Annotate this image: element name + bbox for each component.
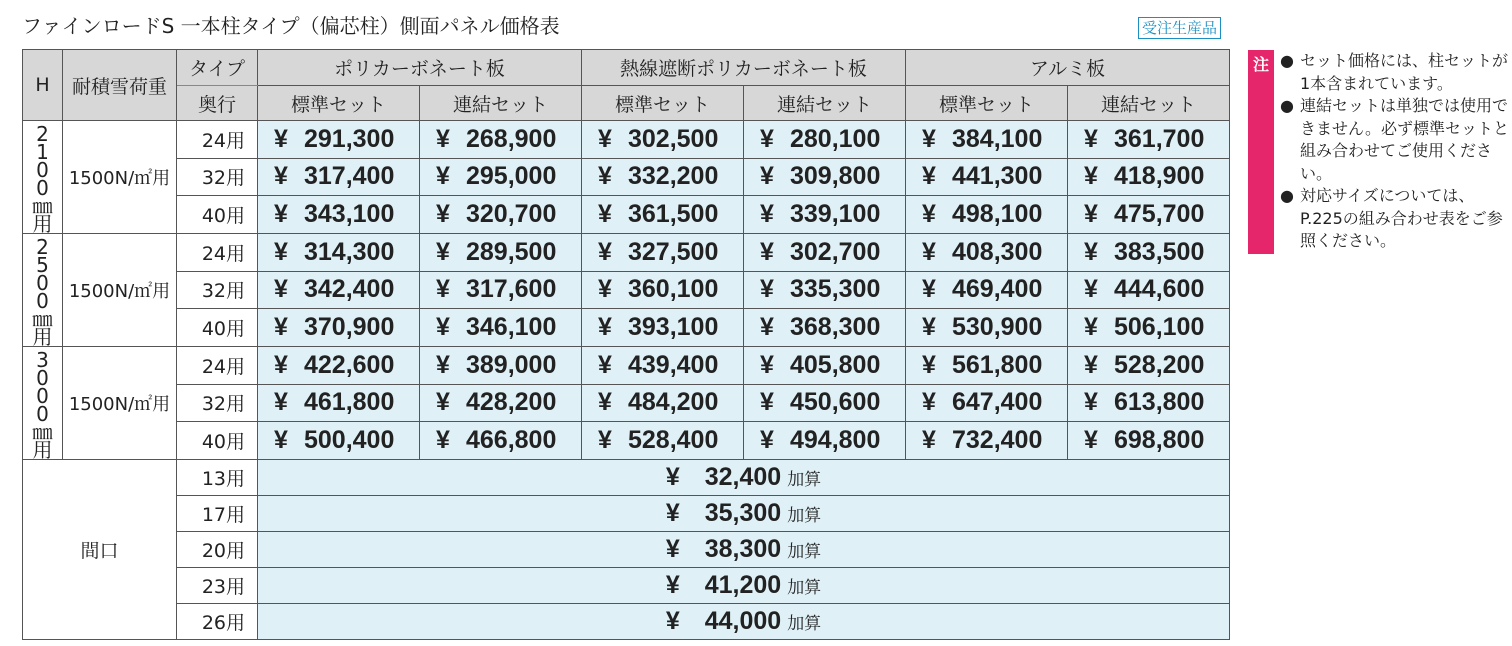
price-cell: [420, 384, 582, 422]
depth-cell: 24用: [177, 234, 258, 272]
header-sub-standard: 標準セット: [582, 86, 744, 121]
price-value: 384,100: [952, 124, 1043, 153]
yen-sign: ¥: [274, 426, 288, 455]
addition-value: 41,200: [704, 571, 782, 599]
price-value: 268,900: [466, 124, 557, 153]
price-value: 500,400: [304, 426, 395, 455]
table-row: [23, 158, 1230, 196]
price-value: 332,200: [628, 162, 719, 191]
price-cell: [906, 121, 1068, 159]
note-list: [1280, 50, 1510, 253]
header-sub-standard: 標準セット: [906, 86, 1068, 121]
addition-value: 44,000: [704, 607, 782, 635]
yen-sign: ¥: [598, 350, 612, 379]
header-sub-standard: 標準セット: [258, 86, 420, 121]
addition-unit: 加算: [787, 578, 822, 598]
price-value: 422,600: [304, 350, 395, 379]
price-value: 346,100: [466, 313, 557, 342]
price-cell: [906, 384, 1068, 422]
price-value: 393,100: [628, 313, 719, 342]
height-label: 2500㎜用: [32, 235, 53, 347]
price-value: 383,500: [1114, 237, 1205, 266]
price-cell: [420, 309, 582, 347]
price-value: 314,300: [304, 237, 395, 266]
addition-amount: [666, 499, 781, 527]
bullet-icon: ●: [1280, 96, 1294, 115]
price-value: 320,700: [466, 200, 557, 229]
price-cell: [744, 234, 906, 272]
yen-sign: ¥: [1084, 275, 1098, 304]
price-table-body: [23, 50, 1230, 640]
price-cell: [582, 158, 744, 196]
snow-load-cell: 1500N/㎡用: [63, 347, 177, 460]
price-value: 498,100: [952, 200, 1043, 229]
price-value: 530,900: [952, 313, 1043, 342]
price-cell: [1068, 309, 1230, 347]
frontage-size: 13用: [177, 460, 258, 496]
yen-sign: ¥: [922, 124, 936, 153]
price-value: 327,500: [628, 237, 719, 266]
price-cell: [582, 384, 744, 422]
price-cell: [420, 422, 582, 460]
price-value: 494,800: [790, 426, 881, 455]
price-value: 342,400: [304, 275, 395, 304]
frontage-addition: [258, 532, 1230, 568]
yen-sign: ¥: [274, 124, 288, 153]
price-value: 309,800: [790, 162, 881, 191]
price-value: 280,100: [790, 124, 881, 153]
addition-value: 38,300: [704, 535, 782, 563]
price-cell: [420, 121, 582, 159]
price-value: 405,800: [790, 350, 881, 379]
price-cell: [258, 422, 420, 460]
height-label: 2100㎜用: [32, 122, 53, 234]
frontage-size: 26用: [177, 604, 258, 640]
price-cell: [906, 309, 1068, 347]
price-value: 528,400: [628, 426, 719, 455]
addition-value: 32,400: [704, 463, 782, 491]
yen-sign: ¥: [1084, 313, 1098, 342]
price-value: 418,900: [1114, 162, 1205, 191]
header-sub-linked: 連結セット: [744, 86, 906, 121]
header-sub-linked: 連結セット: [1068, 86, 1230, 121]
price-cell: [258, 271, 420, 309]
yen-sign: ¥: [922, 275, 936, 304]
price-value: 370,900: [304, 313, 395, 342]
price-value: 361,700: [1114, 124, 1205, 153]
yen-sign: ¥: [598, 162, 612, 191]
price-value: 450,600: [790, 388, 881, 417]
price-value: 361,500: [628, 200, 719, 229]
price-value: 469,400: [952, 275, 1043, 304]
price-cell: [744, 422, 906, 460]
price-cell: [420, 196, 582, 234]
yen-sign: ¥: [274, 237, 288, 266]
yen-sign: ¥: [598, 237, 612, 266]
yen-sign: ¥: [760, 124, 774, 153]
yen-sign: ¥: [274, 313, 288, 342]
price-cell: [744, 347, 906, 385]
price-cell: [258, 121, 420, 159]
price-cell: [582, 196, 744, 234]
depth-cell: 32用: [177, 271, 258, 309]
price-value: 335,300: [790, 275, 881, 304]
addition-amount: [666, 571, 781, 599]
yen-sign: ¥: [922, 313, 936, 342]
frontage-addition: [258, 568, 1230, 604]
price-cell: [744, 309, 906, 347]
addition-amount: [666, 463, 781, 491]
yen-sign: ¥: [598, 426, 612, 455]
yen-sign: ¥: [922, 426, 936, 455]
price-cell: [420, 347, 582, 385]
frontage-row: [23, 496, 1230, 532]
price-cell: [258, 158, 420, 196]
price-cell: [906, 158, 1068, 196]
yen-sign: ¥: [274, 388, 288, 417]
note-text: セット価格には、柱セットが1本含まれています。: [1300, 51, 1509, 93]
table-row: [23, 271, 1230, 309]
price-cell: [1068, 234, 1230, 272]
yen-sign: ¥: [1084, 237, 1098, 266]
addition-unit: 加算: [787, 614, 822, 634]
yen-sign: ¥: [922, 388, 936, 417]
frontage-size: 20用: [177, 532, 258, 568]
price-cell: [1068, 422, 1230, 460]
price-value: 484,200: [628, 388, 719, 417]
yen-sign: ¥: [665, 463, 680, 491]
addition-amount: [666, 535, 781, 563]
yen-sign: ¥: [436, 350, 450, 379]
frontage-addition: [258, 496, 1230, 532]
yen-sign: ¥: [665, 535, 680, 563]
yen-sign: ¥: [1084, 426, 1098, 455]
price-value: 368,300: [790, 313, 881, 342]
price-value: 444,600: [1114, 275, 1205, 304]
frontage-addition: [258, 604, 1230, 640]
price-value: 647,400: [952, 388, 1043, 417]
yen-sign: ¥: [760, 426, 774, 455]
yen-sign: ¥: [665, 571, 680, 599]
header-depth: 奥行: [177, 86, 258, 121]
height-cell: [23, 121, 63, 234]
price-cell: [420, 271, 582, 309]
depth-cell: 40用: [177, 196, 258, 234]
yen-sign: ¥: [274, 275, 288, 304]
yen-sign: ¥: [760, 350, 774, 379]
price-cell: [582, 271, 744, 309]
yen-sign: ¥: [665, 607, 680, 635]
price-cell: [258, 309, 420, 347]
yen-sign: ¥: [1084, 200, 1098, 229]
price-value: 528,200: [1114, 350, 1205, 379]
made-to-order-badge: 受注生産品: [1138, 17, 1221, 39]
snow-load-cell: 1500N/㎡用: [63, 121, 177, 234]
price-cell: [582, 422, 744, 460]
price-cell: [582, 309, 744, 347]
price-value: 441,300: [952, 162, 1043, 191]
table-row: [23, 234, 1230, 272]
price-cell: [744, 384, 906, 422]
table-row: [23, 309, 1230, 347]
price-cell: [744, 271, 906, 309]
yen-sign: ¥: [922, 162, 936, 191]
yen-sign: ¥: [436, 426, 450, 455]
price-cell: [258, 384, 420, 422]
frontage-label: 間口: [23, 460, 177, 640]
price-value: 408,300: [952, 237, 1043, 266]
yen-sign: ¥: [436, 124, 450, 153]
table-row: [23, 196, 1230, 234]
price-cell: [906, 234, 1068, 272]
yen-sign: ¥: [598, 124, 612, 153]
header-row-1: [23, 50, 1230, 86]
price-value: 291,300: [304, 124, 395, 153]
depth-cell: 40用: [177, 309, 258, 347]
header-group-aluminum: アルミ板: [906, 50, 1230, 86]
price-cell: [1068, 196, 1230, 234]
yen-sign: ¥: [436, 275, 450, 304]
bullet-icon: ●: [1280, 186, 1294, 205]
addition-value: 35,300: [704, 499, 782, 527]
depth-cell: 32用: [177, 384, 258, 422]
price-cell: [744, 196, 906, 234]
price-cell: [744, 158, 906, 196]
price-value: 389,000: [466, 350, 557, 379]
yen-sign: ¥: [760, 275, 774, 304]
price-value: 698,800: [1114, 426, 1205, 455]
price-cell: [906, 347, 1068, 385]
yen-sign: ¥: [760, 237, 774, 266]
frontage-row: [23, 460, 1230, 496]
price-cell: [1068, 384, 1230, 422]
yen-sign: ¥: [1084, 388, 1098, 417]
addition-unit: 加算: [787, 542, 822, 562]
addition-amount: [666, 607, 781, 635]
price-value: 360,100: [628, 275, 719, 304]
height-label: 3000㎜用: [32, 348, 53, 460]
price-value: 475,700: [1114, 200, 1205, 229]
note-item: [1280, 185, 1510, 253]
price-cell: [582, 234, 744, 272]
note-item: [1280, 50, 1510, 95]
header-snow-load: 耐積雪荷重: [63, 50, 177, 121]
price-cell: [906, 196, 1068, 234]
price-cell: [258, 196, 420, 234]
price-value: 295,000: [466, 162, 557, 191]
header-row-2: [23, 86, 1230, 121]
yen-sign: ¥: [1084, 162, 1098, 191]
price-value: 302,700: [790, 237, 881, 266]
price-value: 613,800: [1114, 388, 1205, 417]
yen-sign: ¥: [274, 350, 288, 379]
yen-sign: ¥: [274, 200, 288, 229]
yen-sign: ¥: [436, 313, 450, 342]
yen-sign: ¥: [598, 388, 612, 417]
price-table: [22, 49, 1230, 640]
frontage-row: [23, 532, 1230, 568]
price-value: 732,400: [952, 426, 1043, 455]
note-text: 連結セットは単独では使用できません。必ず標準セットと組み合わせてご使用ください。: [1300, 96, 1509, 183]
price-value: 439,400: [628, 350, 719, 379]
table-row: [23, 347, 1230, 385]
yen-sign: ¥: [436, 162, 450, 191]
table-row: [23, 384, 1230, 422]
note-mark: 注: [1248, 50, 1274, 254]
price-value: 302,500: [628, 124, 719, 153]
table-row: [23, 121, 1230, 159]
price-value: 461,800: [304, 388, 395, 417]
height-cell: [23, 234, 63, 347]
price-cell: [1068, 121, 1230, 159]
yen-sign: ¥: [274, 162, 288, 191]
price-value: 317,600: [466, 275, 557, 304]
price-cell: [744, 121, 906, 159]
price-value: 561,800: [952, 350, 1043, 379]
price-cell: [420, 234, 582, 272]
price-value: 343,100: [304, 200, 395, 229]
yen-sign: ¥: [922, 350, 936, 379]
header-group-heat-shield-polycarbonate: 熱線遮断ポリカーボネート板: [582, 50, 906, 86]
addition-unit: 加算: [787, 506, 822, 526]
depth-cell: 40用: [177, 422, 258, 460]
price-value: 317,400: [304, 162, 395, 191]
yen-sign: ¥: [760, 388, 774, 417]
header-sub-linked: 連結セット: [420, 86, 582, 121]
yen-sign: ¥: [598, 200, 612, 229]
yen-sign: ¥: [760, 313, 774, 342]
header-type: タイプ: [177, 50, 258, 86]
yen-sign: ¥: [436, 388, 450, 417]
yen-sign: ¥: [922, 200, 936, 229]
price-cell: [258, 347, 420, 385]
price-cell: [1068, 271, 1230, 309]
yen-sign: ¥: [1084, 350, 1098, 379]
price-cell: [258, 234, 420, 272]
price-cell: [420, 158, 582, 196]
price-value: 506,100: [1114, 313, 1205, 342]
header-h: H: [23, 50, 63, 121]
table-row: [23, 422, 1230, 460]
yen-sign: ¥: [665, 499, 680, 527]
yen-sign: ¥: [760, 162, 774, 191]
depth-cell: 32用: [177, 158, 258, 196]
price-cell: [1068, 158, 1230, 196]
header-group-polycarbonate: ポリカーボネート板: [258, 50, 582, 86]
bullet-icon: ●: [1280, 51, 1294, 70]
yen-sign: ¥: [598, 275, 612, 304]
frontage-row: [23, 604, 1230, 640]
price-cell: [906, 271, 1068, 309]
frontage-addition: [258, 460, 1230, 496]
yen-sign: ¥: [436, 200, 450, 229]
frontage-size: 17用: [177, 496, 258, 532]
frontage-row: [23, 568, 1230, 604]
frontage-size: 23用: [177, 568, 258, 604]
yen-sign: ¥: [598, 313, 612, 342]
yen-sign: ¥: [760, 200, 774, 229]
yen-sign: ¥: [922, 237, 936, 266]
price-value: 428,200: [466, 388, 557, 417]
price-cell: [906, 422, 1068, 460]
note-item: [1280, 95, 1510, 185]
depth-cell: 24用: [177, 121, 258, 159]
depth-cell: 24用: [177, 347, 258, 385]
price-value: 466,800: [466, 426, 557, 455]
yen-sign: ¥: [436, 237, 450, 266]
price-cell: [582, 121, 744, 159]
page-title: ファインロードS 一本柱タイプ（偏芯柱）側面パネル価格表: [22, 14, 560, 38]
note-text: 対応サイズについては、P.225の組み合わせ表をご参照ください。: [1300, 186, 1503, 250]
snow-load-cell: 1500N/㎡用: [63, 234, 177, 347]
height-cell: [23, 347, 63, 460]
price-cell: [1068, 347, 1230, 385]
yen-sign: ¥: [1084, 124, 1098, 153]
price-cell: [582, 347, 744, 385]
addition-unit: 加算: [787, 470, 822, 490]
price-value: 339,100: [790, 200, 881, 229]
price-value: 289,500: [466, 237, 557, 266]
